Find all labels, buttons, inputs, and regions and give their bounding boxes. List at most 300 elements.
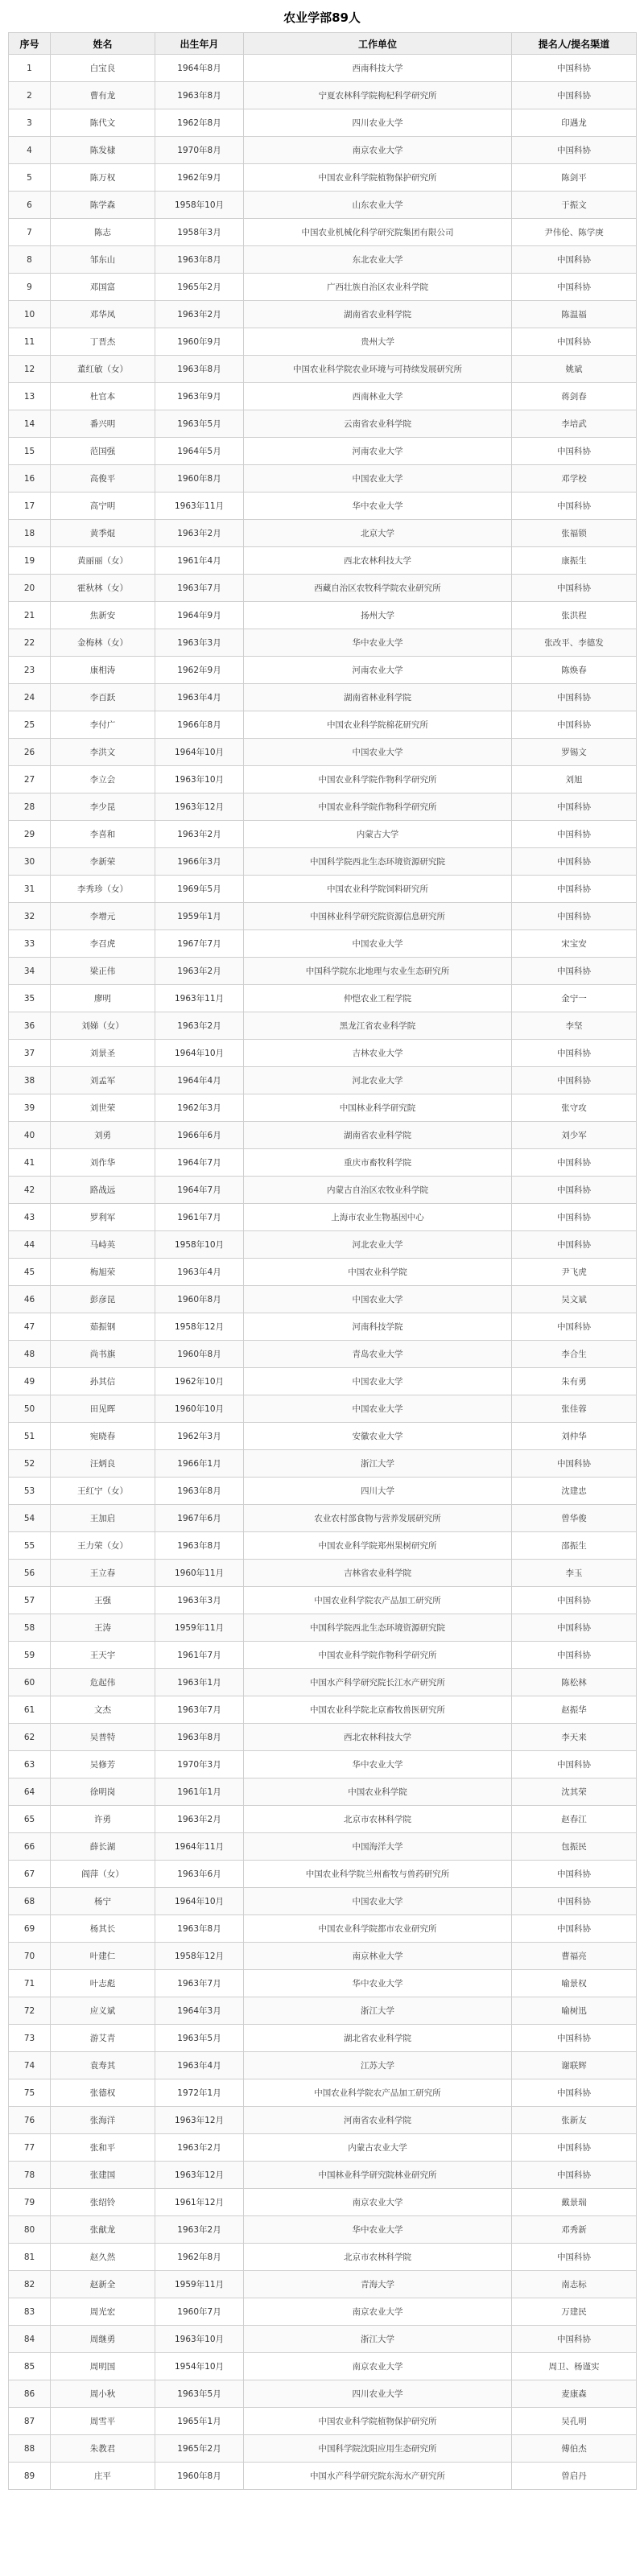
cell-nom: 陈温福 (512, 301, 637, 328)
cell-org: 北京市农林科学院 (244, 1806, 512, 1833)
cell-birth: 1963年8月 (155, 1532, 244, 1560)
cell-org: 四川农业大学 (244, 109, 512, 137)
cell-name: 陈学森 (51, 192, 155, 219)
cell-name: 孙其信 (51, 1368, 155, 1395)
cell-org: 南京林业大学 (244, 1943, 512, 1970)
cell-name: 彭彦昆 (51, 1286, 155, 1313)
table-row (9, 1970, 637, 1997)
table-row (9, 657, 637, 684)
cell-name: 吴修芳 (51, 1751, 155, 1778)
cell-index: 72 (9, 1997, 51, 2025)
cell-birth: 1963年8月 (155, 1915, 244, 1943)
cell-index: 55 (9, 1532, 51, 1560)
cell-org: 黑龙江省农业科学院 (244, 1012, 512, 1040)
cell-nom: 中国科协 (512, 1231, 637, 1259)
cell-name: 吴普特 (51, 1724, 155, 1751)
cell-birth: 1963年4月 (155, 2052, 244, 2079)
cell-birth: 1963年2月 (155, 1806, 244, 1833)
cell-nom: 中国科协 (512, 1040, 637, 1067)
cell-org: 中国农业科学院作物科学研究所 (244, 1642, 512, 1669)
cell-org: 中国农业科学院饲料研究所 (244, 876, 512, 903)
cell-index: 38 (9, 1067, 51, 1094)
column-header-birth: 出生年月 (155, 33, 244, 55)
cell-birth: 1962年8月 (155, 2244, 244, 2271)
cell-index: 30 (9, 848, 51, 876)
cell-org: 华中农业大学 (244, 1751, 512, 1778)
cell-org: 中国农业科学院农产品加工研究所 (244, 2079, 512, 2107)
cell-index: 56 (9, 1560, 51, 1587)
table-row (9, 438, 637, 465)
cell-nom: 中国科协 (512, 82, 637, 109)
cell-birth: 1969年5月 (155, 876, 244, 903)
cell-org: 南京农业大学 (244, 2298, 512, 2326)
table-row (9, 1177, 637, 1204)
cell-name: 李增元 (51, 903, 155, 930)
cell-nom: 周卫、杨谨实 (512, 2353, 637, 2380)
cell-name: 阎萍（女） (51, 1861, 155, 1888)
cell-nom: 李坚 (512, 1012, 637, 1040)
cell-name: 王加启 (51, 1505, 155, 1532)
cell-name: 李洪文 (51, 739, 155, 766)
cell-nom: 中国科协 (512, 438, 637, 465)
table-row (9, 2353, 637, 2380)
cell-index: 42 (9, 1177, 51, 1204)
cell-birth: 1963年4月 (155, 1259, 244, 1286)
cell-birth: 1962年3月 (155, 1094, 244, 1122)
cell-org: 中国科学院沈阳应用生态研究所 (244, 2435, 512, 2463)
cell-org: 中国农业科学院植物保护研究所 (244, 164, 512, 192)
cell-nom: 中国科协 (512, 1587, 637, 1614)
cell-org: 扬州大学 (244, 602, 512, 629)
cell-index: 84 (9, 2326, 51, 2353)
cell-index: 52 (9, 1450, 51, 1478)
cell-name: 刘勇 (51, 1122, 155, 1149)
cell-name: 许勇 (51, 1806, 155, 1833)
table-header (9, 33, 637, 55)
cell-index: 25 (9, 711, 51, 739)
cell-nom: 李天来 (512, 1724, 637, 1751)
table-row (9, 2189, 637, 2216)
cell-nom: 尹飞虎 (512, 1259, 637, 1286)
cell-nom: 中国科协 (512, 2162, 637, 2189)
cell-birth: 1972年1月 (155, 2079, 244, 2107)
cell-nom: 中国科协 (512, 1751, 637, 1778)
cell-birth: 1958年3月 (155, 219, 244, 246)
cell-birth: 1963年2月 (155, 301, 244, 328)
cell-org: 湖南省农业科学院 (244, 1122, 512, 1149)
column-header-org: 工作单位 (244, 33, 512, 55)
table-row (9, 1642, 637, 1669)
cell-name: 陈万权 (51, 164, 155, 192)
cell-nom: 邓秀新 (512, 2216, 637, 2244)
table-row (9, 1806, 637, 1833)
cell-birth: 1960年10月 (155, 1395, 244, 1423)
cell-nom: 曹福亮 (512, 1943, 637, 1970)
cell-birth: 1963年3月 (155, 629, 244, 657)
table-row (9, 1040, 637, 1067)
cell-nom: 麦康森 (512, 2380, 637, 2408)
cell-birth: 1963年8月 (155, 1724, 244, 1751)
cell-nom: 中国科协 (512, 328, 637, 356)
table-row (9, 2380, 637, 2408)
cell-birth: 1960年7月 (155, 2298, 244, 2326)
cell-nom: 张守攻 (512, 1094, 637, 1122)
cell-nom: 康振生 (512, 547, 637, 575)
cell-nom: 李合生 (512, 1341, 637, 1368)
table-row (9, 1778, 637, 1806)
cell-org: 中国农业科学院植物保护研究所 (244, 2408, 512, 2435)
cell-org: 中国农业科学院作物科学研究所 (244, 793, 512, 821)
cell-index: 27 (9, 766, 51, 793)
cell-birth: 1963年12月 (155, 2107, 244, 2134)
table-row (9, 301, 637, 328)
table-row (9, 1450, 637, 1478)
cell-nom: 沈建忠 (512, 1478, 637, 1505)
cell-index: 8 (9, 246, 51, 274)
cell-birth: 1963年10月 (155, 766, 244, 793)
cell-org: 中国林业科学研究院资源信息研究所 (244, 903, 512, 930)
cell-nom: 张福锁 (512, 520, 637, 547)
table-row (9, 520, 637, 547)
table-row (9, 2025, 637, 2052)
cell-name: 李付广 (51, 711, 155, 739)
cell-index: 81 (9, 2244, 51, 2271)
cell-birth: 1963年2月 (155, 520, 244, 547)
table-row (9, 602, 637, 629)
table-row (9, 1094, 637, 1122)
cell-nom: 中国科协 (512, 2025, 637, 2052)
cell-index: 28 (9, 793, 51, 821)
cell-birth: 1960年9月 (155, 328, 244, 356)
cell-name: 廖明 (51, 985, 155, 1012)
cell-nom: 中国科协 (512, 246, 637, 274)
cell-name: 游艾青 (51, 2025, 155, 2052)
cell-nom: 印遇龙 (512, 109, 637, 137)
cell-org: 中国农业大学 (244, 465, 512, 493)
table-row (9, 383, 637, 410)
table-row (9, 1149, 637, 1177)
table-row (9, 876, 637, 903)
table-row (9, 1395, 637, 1423)
cell-birth: 1959年1月 (155, 903, 244, 930)
table-row (9, 1478, 637, 1505)
cell-org: 中国农业科学院都市农业研究所 (244, 1915, 512, 1943)
cell-nom: 沈其荣 (512, 1778, 637, 1806)
cell-birth: 1963年4月 (155, 684, 244, 711)
cell-birth: 1954年10月 (155, 2353, 244, 2380)
table-row (9, 547, 637, 575)
cell-nom: 中国科协 (512, 1888, 637, 1915)
cell-index: 51 (9, 1423, 51, 1450)
cell-name: 曹有龙 (51, 82, 155, 109)
cell-index: 58 (9, 1614, 51, 1642)
cell-nom: 尹伟伦、陈学庚 (512, 219, 637, 246)
cell-index: 14 (9, 410, 51, 438)
cell-birth: 1966年3月 (155, 848, 244, 876)
cell-index: 36 (9, 1012, 51, 1040)
cell-birth: 1962年10月 (155, 1368, 244, 1395)
cell-index: 66 (9, 1833, 51, 1861)
cell-nom: 喻景权 (512, 1970, 637, 1997)
cell-birth: 1963年2月 (155, 958, 244, 985)
cell-index: 33 (9, 930, 51, 958)
cell-org: 西藏自治区农牧科学院农业研究所 (244, 575, 512, 602)
column-header-nominator: 提名人/提名渠道 (512, 33, 637, 55)
cell-birth: 1965年2月 (155, 2435, 244, 2463)
table-row (9, 958, 637, 985)
cell-birth: 1963年5月 (155, 2025, 244, 2052)
cell-birth: 1964年8月 (155, 55, 244, 82)
cell-nom: 中国科协 (512, 137, 637, 164)
cell-nom: 李培武 (512, 410, 637, 438)
cell-name: 陈志 (51, 219, 155, 246)
cell-birth: 1965年1月 (155, 2408, 244, 2435)
cell-name: 梅旭荣 (51, 1259, 155, 1286)
table-row (9, 1067, 637, 1094)
cell-birth: 1963年8月 (155, 1478, 244, 1505)
table-row (9, 1587, 637, 1614)
cell-birth: 1960年8月 (155, 2463, 244, 2490)
cell-index: 18 (9, 520, 51, 547)
cell-index: 43 (9, 1204, 51, 1231)
table-row (9, 1943, 637, 1970)
cell-nom: 吴孔明 (512, 2408, 637, 2435)
cell-nom: 中国科协 (512, 821, 637, 848)
table-row (9, 766, 637, 793)
cell-index: 23 (9, 657, 51, 684)
cell-index: 76 (9, 2107, 51, 2134)
cell-nom: 张改平、李德发 (512, 629, 637, 657)
cell-name: 汪炳良 (51, 1450, 155, 1478)
table-row (9, 1560, 637, 1587)
cell-name: 杨其长 (51, 1915, 155, 1943)
cell-birth: 1963年12月 (155, 2162, 244, 2189)
cell-org: 内蒙古大学 (244, 821, 512, 848)
cell-org: 河南科技学院 (244, 1313, 512, 1341)
cell-index: 50 (9, 1395, 51, 1423)
table-row (9, 137, 637, 164)
cell-org: 中国农业科学院 (244, 1259, 512, 1286)
cell-nom: 姚斌 (512, 356, 637, 383)
cell-nom: 蒋剑春 (512, 383, 637, 410)
cell-birth: 1963年1月 (155, 1669, 244, 1696)
table-row (9, 2408, 637, 2435)
cell-birth: 1961年7月 (155, 1204, 244, 1231)
cell-org: 中国农业科学院作物科学研究所 (244, 766, 512, 793)
table-row (9, 164, 637, 192)
cell-org: 湖北省农业科学院 (244, 2025, 512, 2052)
cell-nom: 刘旭 (512, 766, 637, 793)
table-row (9, 711, 637, 739)
cell-name: 周光宏 (51, 2298, 155, 2326)
table-row (9, 1669, 637, 1696)
table-row (9, 1204, 637, 1231)
cell-birth: 1958年12月 (155, 1943, 244, 1970)
cell-org: 浙江大学 (244, 1450, 512, 1478)
cell-nom: 中国科协 (512, 1450, 637, 1478)
cell-index: 17 (9, 493, 51, 520)
cell-birth: 1964年7月 (155, 1149, 244, 1177)
cell-org: 江苏大学 (244, 2052, 512, 2079)
cell-index: 3 (9, 109, 51, 137)
cell-name: 王红宁（女） (51, 1478, 155, 1505)
cell-name: 董红敏（女） (51, 356, 155, 383)
cell-nom: 邓学校 (512, 465, 637, 493)
cell-org: 湖南省农业科学院 (244, 301, 512, 328)
cell-nom: 陈剑平 (512, 164, 637, 192)
table-row (9, 2216, 637, 2244)
cell-index: 86 (9, 2380, 51, 2408)
cell-birth: 1964年10月 (155, 739, 244, 766)
cell-nom: 中国科协 (512, 1642, 637, 1669)
cell-name: 李召虎 (51, 930, 155, 958)
table-row (9, 246, 637, 274)
cell-index: 53 (9, 1478, 51, 1505)
cell-index: 2 (9, 82, 51, 109)
cell-nom: 陈松林 (512, 1669, 637, 1696)
cell-index: 13 (9, 383, 51, 410)
cell-name: 田见晖 (51, 1395, 155, 1423)
cell-index: 9 (9, 274, 51, 301)
cell-org: 中国水产科学研究院东海水产研究所 (244, 2463, 512, 2490)
table-row (9, 1833, 637, 1861)
cell-org: 南京农业大学 (244, 2189, 512, 2216)
cell-index: 26 (9, 739, 51, 766)
cell-org: 中国科学院东北地理与农业生态研究所 (244, 958, 512, 985)
cell-name: 薛长湖 (51, 1833, 155, 1861)
cell-nom: 中国科协 (512, 1313, 637, 1341)
cell-nom: 中国科协 (512, 1915, 637, 1943)
cell-org: 中国农业科学院北京畜牧兽医研究所 (244, 1696, 512, 1724)
cell-nom: 于振文 (512, 192, 637, 219)
cell-org: 中国科学院西北生态环境资源研究院 (244, 1614, 512, 1642)
cell-birth: 1964年3月 (155, 1997, 244, 2025)
cell-org: 西北农林科技大学 (244, 547, 512, 575)
cell-nom: 金宁一 (512, 985, 637, 1012)
cell-name: 王强 (51, 1587, 155, 1614)
cell-name: 杜官本 (51, 383, 155, 410)
cell-org: 四川农业大学 (244, 2380, 512, 2408)
table-row (9, 1423, 637, 1450)
cell-birth: 1963年7月 (155, 575, 244, 602)
cell-org: 中国水产科学研究院长江水产研究所 (244, 1669, 512, 1696)
cell-birth: 1967年7月 (155, 930, 244, 958)
cell-index: 62 (9, 1724, 51, 1751)
cell-index: 19 (9, 547, 51, 575)
table-row (9, 2298, 637, 2326)
cell-index: 32 (9, 903, 51, 930)
cell-name: 周明国 (51, 2353, 155, 2380)
cell-name: 应义斌 (51, 1997, 155, 2025)
cell-index: 37 (9, 1040, 51, 1067)
cell-name: 张建国 (51, 2162, 155, 2189)
cell-index: 82 (9, 2271, 51, 2298)
cell-org: 河南省农业科学院 (244, 2107, 512, 2134)
cell-name: 朱教君 (51, 2435, 155, 2463)
table-row (9, 192, 637, 219)
cell-nom: 中国科协 (512, 793, 637, 821)
cell-birth: 1963年8月 (155, 82, 244, 109)
cell-index: 21 (9, 602, 51, 629)
cell-org: 农业农村部食物与营养发展研究所 (244, 1505, 512, 1532)
cell-index: 15 (9, 438, 51, 465)
cell-name: 周小秋 (51, 2380, 155, 2408)
cell-name: 王力荣（女） (51, 1532, 155, 1560)
table-row (9, 848, 637, 876)
cell-index: 59 (9, 1642, 51, 1669)
cell-nom: 李玉 (512, 1560, 637, 1587)
table-row (9, 1231, 637, 1259)
cell-birth: 1964年10月 (155, 1888, 244, 1915)
cell-org: 湖南省林业科学院 (244, 684, 512, 711)
cell-name: 王天宇 (51, 1642, 155, 1669)
cell-index: 67 (9, 1861, 51, 1888)
cell-index: 70 (9, 1943, 51, 1970)
cell-birth: 1963年11月 (155, 493, 244, 520)
cell-nom: 刘仲华 (512, 1423, 637, 1450)
cell-name: 周雪平 (51, 2408, 155, 2435)
cell-birth: 1960年8月 (155, 1341, 244, 1368)
cell-name: 张献龙 (51, 2216, 155, 2244)
cell-birth: 1965年2月 (155, 274, 244, 301)
cell-name: 叶建仁 (51, 1943, 155, 1970)
cell-org: 中国农业机械化科学研究院集团有限公司 (244, 219, 512, 246)
cell-nom: 吴文斌 (512, 1286, 637, 1313)
cell-org: 河南农业大学 (244, 657, 512, 684)
cell-birth: 1962年9月 (155, 657, 244, 684)
cell-birth: 1958年10月 (155, 1231, 244, 1259)
cell-name: 王涛 (51, 1614, 155, 1642)
cell-nom: 中国科协 (512, 575, 637, 602)
cell-index: 40 (9, 1122, 51, 1149)
cell-index: 22 (9, 629, 51, 657)
cell-birth: 1960年8月 (155, 465, 244, 493)
candidate-table (8, 32, 637, 2490)
cell-index: 61 (9, 1696, 51, 1724)
table-row (9, 465, 637, 493)
cell-index: 5 (9, 164, 51, 192)
cell-name: 康相涛 (51, 657, 155, 684)
cell-name: 张德权 (51, 2079, 155, 2107)
cell-org: 华中农业大学 (244, 1970, 512, 1997)
cell-birth: 1963年2月 (155, 2134, 244, 2162)
cell-birth: 1963年2月 (155, 821, 244, 848)
cell-name: 徐明岗 (51, 1778, 155, 1806)
cell-org: 内蒙古自治区农牧业科学院 (244, 1177, 512, 1204)
cell-org: 重庆市畜牧科学院 (244, 1149, 512, 1177)
cell-org: 河北农业大学 (244, 1231, 512, 1259)
cell-index: 20 (9, 575, 51, 602)
cell-birth: 1966年1月 (155, 1450, 244, 1478)
cell-org: 中国农业科学院农产品加工研究所 (244, 1587, 512, 1614)
cell-nom: 中国科协 (512, 848, 637, 876)
table-row (9, 1696, 637, 1724)
cell-nom: 包振民 (512, 1833, 637, 1861)
cell-org: 浙江大学 (244, 1997, 512, 2025)
cell-index: 65 (9, 1806, 51, 1833)
table-row (9, 1861, 637, 1888)
cell-birth: 1962年3月 (155, 1423, 244, 1450)
cell-birth: 1963年8月 (155, 356, 244, 383)
table-row (9, 1724, 637, 1751)
cell-name: 白宝良 (51, 55, 155, 82)
cell-org: 仲恺农业工程学院 (244, 985, 512, 1012)
cell-name: 邓国富 (51, 274, 155, 301)
table-row (9, 1751, 637, 1778)
cell-index: 79 (9, 2189, 51, 2216)
cell-org: 华中农业大学 (244, 2216, 512, 2244)
cell-nom: 邵振生 (512, 1532, 637, 1560)
